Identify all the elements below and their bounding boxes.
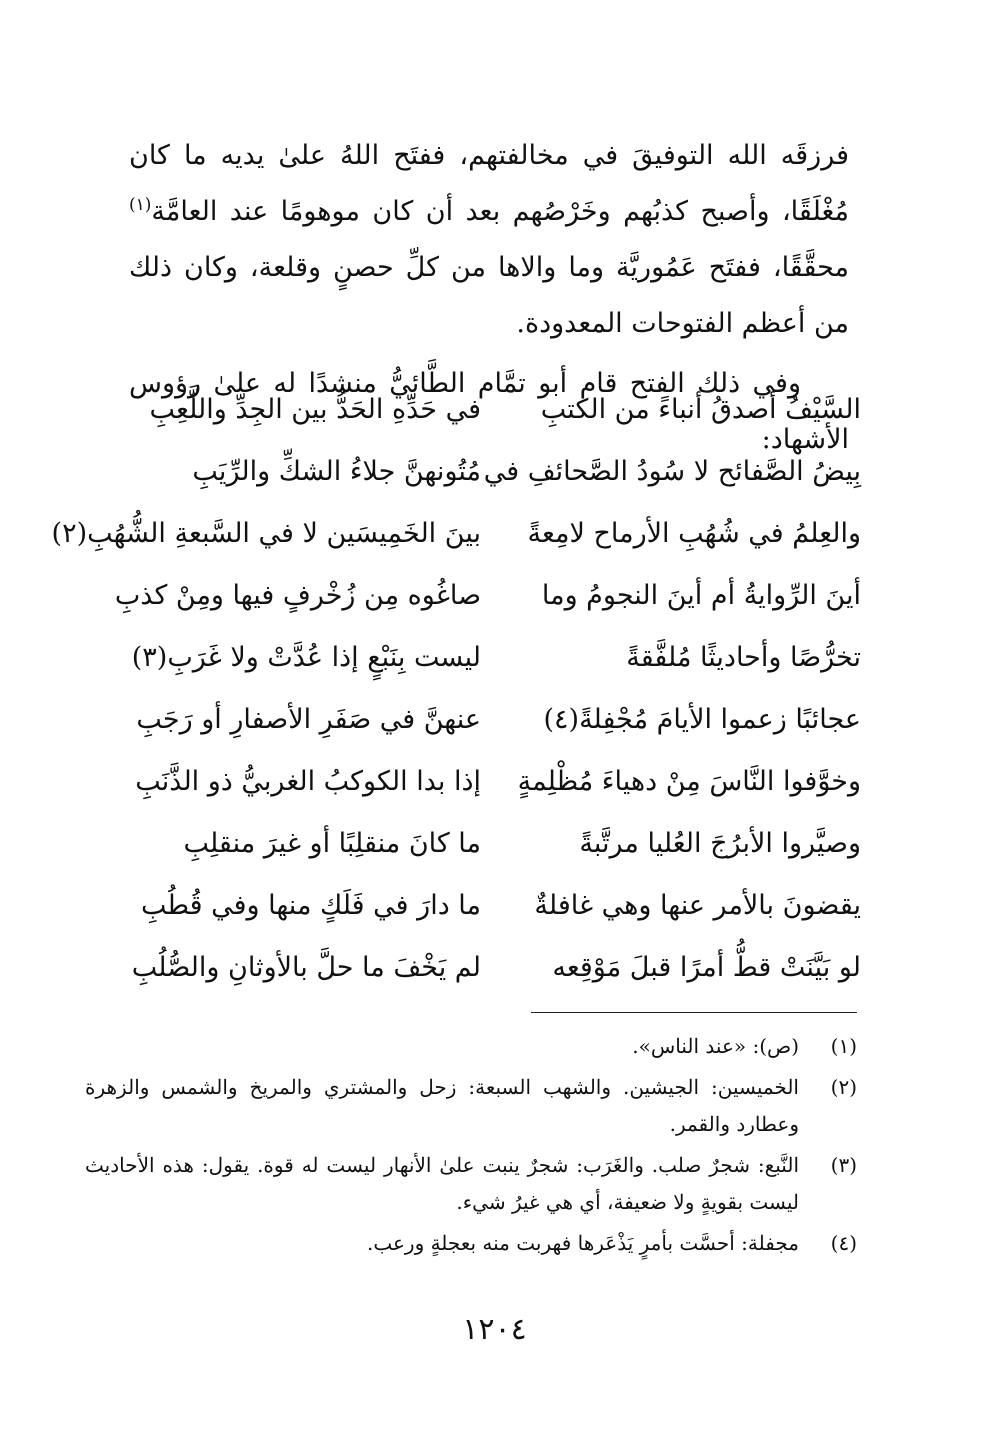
paragraph-1 [129,128,849,352]
poem-couplet [126,874,861,936]
footnote-number: (٤) [830,1231,857,1255]
poem-second-hemistich: في حَدِّهِ الحَدُّ بين الجِدِّ واللَّعِبِ [149,393,481,425]
poem-first-hemistich: بِيضُ الصَّفائح لا سُودُ الصَّحائفِ في [483,455,861,487]
poem-first-hemistich: وصيَّروا الأبرُجَ العُليا مرتَّبةً [579,827,861,859]
footnote-text: النَّبع: شجرٌ صلب. والغَرَب: شجرٌ ينبت علىٰ الأنهار ليست له قوة. يقول: هذه الأحاديث ليست بقويةٍ ولا ضعيفة، أي هي غيرُ شيء. [85,1153,799,1214]
poem-second-hemistich: ما كانَ منقلِبًا أو غيرَ منقلِبِ [183,827,481,859]
page-number: ١٢٠٤ [462,1312,527,1347]
poem-second-hemistich: عنهنَّ في صَفَرِ الأصفارِ أو رَجَبِ [136,703,481,735]
poem-second-hemistich: مُتُونهنَّ جلاءُ الشكِّ والرِّيَبِ [192,455,481,487]
footnote-item [85,1028,857,1065]
poem [51,378,861,998]
poem-first-hemistich: والعِلمُ في شُهُبِ الأرماح لامِعةً [527,517,861,549]
poem-second-hemistich: ليست بِنَبْعٍ إذا عُدَّتْ ولا غَرَبِ(٣) [131,641,481,673]
poem-couplet [126,440,861,502]
footnote-text: (ص): «عند الناس». [632,1034,799,1058]
footnote-text: مجفلة: أحسَّت بأمرٍ يَذْعَرها فهربت منه بعجلةٍ ورعب. [366,1231,799,1255]
footnote-item [85,1069,857,1143]
poem-second-hemistich: بينَ الخَمِيسَين لا في السَّبعةِ الشُّهُبِ(٢) [51,517,481,549]
poem-couplet [126,936,861,998]
paragraph-2: وفي ذلك الفتح قام أبو تمَّام الطَّائيُّ منشدًا له علىٰ رؤوس الأشهاد: [129,368,849,455]
poem-first-hemistich: وخوَّفوا النَّاسَ مِنْ دهياءَ مُظْلِمةٍ [517,765,861,797]
footnote-number: (٢) [830,1075,857,1099]
poem-second-hemistich: صاغُوه مِن زُخْرفٍ فيها ومِنْ كذبِ [114,579,481,611]
footnote-item [85,1225,857,1262]
poem-couplet [126,626,861,688]
paragraph-1-text-a: فرزقَه الله التوفيقَ في مخالفتهم، ففتَح اللهُ علىٰ يديه ما كان مُغْلَقًا، وأصبح كذبُهم وخَرْصُهم بعد أن كان موهومًا عند العامَّة [129,140,849,227]
poem-first-hemistich: لو بَيَّنَتْ قطُّ أمرًا قبلَ مَوْقِعه [552,951,861,983]
footnote-number: (١) [830,1034,857,1058]
poem-couplet [126,750,861,812]
poem-first-hemistich: أينَ الرِّوايةُ أم أينَ النجومُ وما [541,579,861,611]
footnote-ref-1: (١) [129,195,152,215]
poem-first-hemistich: السَّيْفُ أصدقُ أنباءً من الكتبِ [540,393,861,425]
footnotes [85,1028,857,1266]
poem-couplet [126,378,861,440]
footnote-separator [531,1012,857,1013]
footnote-number: (٣) [830,1153,857,1177]
poem-first-hemistich: عجائبًا زعموا الأيامَ مُجْفِلةً(٤) [543,703,861,735]
poem-second-hemistich: إذا بدا الكوكبُ الغربيُّ ذو الذَّنَبِ [135,765,481,797]
poem-second-hemistich: لم يَخْفَ ما حلَّ بالأوثانِ والصُّلُبِ [131,951,481,983]
poem-couplet [114,564,861,626]
poem-couplet [126,812,861,874]
footnote-item [85,1147,857,1221]
poem-couplet [126,688,861,750]
poem-first-hemistich: تخرُّصًا وأحاديثًا مُلفَّقةً [626,641,861,673]
footnote-text: الخميسين: الجيشين. والشهب السبعة: زحل والمشتري والمريخ والشمس والزهرة وعطارد والقمر. [85,1075,799,1136]
poem-first-hemistich: يقضونَ بالأمر عنها وهي غافلةٌ [534,889,861,921]
poem-couplet [51,502,861,564]
paragraph-1-text-b: محقَّقًا، ففتَح عَمُوريَّة وما والاها من كلِّ حصنٍ وقلعة، وكان ذلك من أعظم الفتوحات المعدودة. [129,252,850,339]
poem-second-hemistich: ما دارَ في فَلَكٍ منها وفي قُطُبِ [140,889,481,921]
